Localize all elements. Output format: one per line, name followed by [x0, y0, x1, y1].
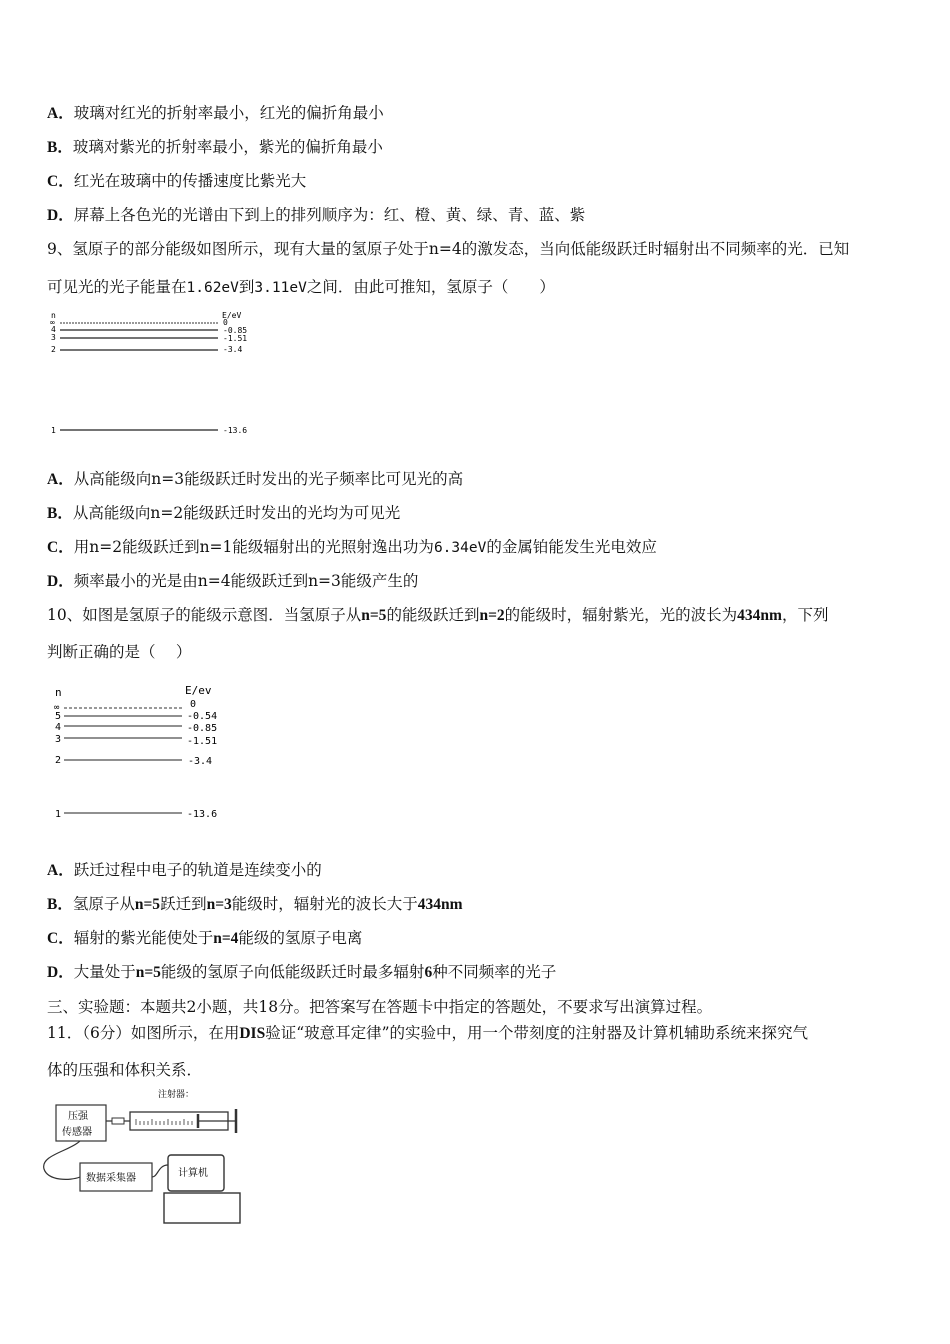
q9-level-n: 2 — [51, 345, 56, 354]
q8-option-a: A．玻璃对红光的折射率最小，红光的偏折角最小 — [47, 104, 384, 122]
q10-level-n: 5 — [55, 711, 62, 722]
q8-option-b: B．玻璃对紫光的折射率最小，紫光的偏折角最小 — [47, 138, 383, 156]
q10-axis-n: n — [55, 686, 62, 699]
q9-level-n: 4 — [51, 325, 56, 334]
q9-level-e: -3.4 — [223, 345, 243, 354]
q10-level-n: 2 — [55, 755, 62, 766]
q9-stem-line1: 9、氢原子的部分能级如图所示，现有大量的氢原子处于n=4的激发态，当向低能级跃迁时辐射出不同频率的光．已知 — [47, 240, 850, 258]
q10-level-e: -3.4 — [188, 756, 213, 767]
q9-level-e: -1.51 — [223, 334, 248, 343]
q10-level-n: 1 — [55, 809, 62, 820]
q10-stem-line2: 判断正确的是（ ） — [47, 643, 192, 661]
q10-stem-line1: 10、如图是氢原子的能级示意图．当氢原子从n=5的能级跃迁到n=2的能级时，辐射紫光，光的波长为434nm，下列 — [47, 606, 829, 624]
q9-option-d: D．频率最小的光是由n=4能级跃迁到n=3能级产生的 — [47, 572, 419, 590]
q9-stem-line2: 可见光的光子能量在1.62eV到3.11eV之间．由此可推知，氢原子（ ） — [47, 278, 555, 296]
q9-axis-n: n — [51, 311, 56, 320]
q10-level-n: 4 — [55, 722, 62, 733]
q10-option-b: B．氢原子从n=5跃迁到n=3能级时，辐射光的波长大于434nm — [47, 895, 463, 913]
section3-heading: 三、实验题：本题共2小题，共18分。把答案写在答题卡中指定的答题处，不要求写出演算过程。 — [47, 998, 713, 1016]
q11-stem-line1: 11．（6分）如图所示，在用DIS验证“玻意耳定律”的实验中，用一个带刻度的注射器及计算机辅助系统来探究气 — [47, 1024, 809, 1042]
q9-energy-level-diagram — [46, 308, 256, 440]
q9-level-e: -13.6 — [223, 426, 248, 435]
q9-level-n: 1 — [51, 426, 56, 435]
q9-option-b: B．从高能级向n=2能级跃迁时发出的光均为可见光 — [47, 504, 401, 522]
connector-nozzle — [112, 1118, 124, 1124]
q10-level-n: 3 — [55, 734, 62, 745]
q9-option-a: A．从高能级向n=3能级跃迁时发出的光子频率比可见光的高 — [47, 470, 464, 488]
computer-label: 计算机 — [178, 1168, 208, 1179]
data-collector-label: 数据采集器 — [86, 1173, 136, 1184]
q8-option-d: D．屏幕上各色光的光谱由下到上的排列顺序为：红、橙、黄、绿、青、蓝、紫 — [47, 206, 586, 224]
q11-stem-line2: 体的压强和体积关系． — [47, 1061, 203, 1079]
q10-option-a: A．跃迁过程中电子的轨道是连续变小的 — [47, 861, 322, 879]
q9-level-e: -0.85 — [223, 326, 248, 335]
q9-option-c: C．用n=2能级跃迁到n=1能级辐射出的光照射逸出功为6.34eV的金属铂能发生光电效应 — [47, 538, 657, 556]
q10-axis-e: E/ev — [185, 684, 212, 697]
syringe-label: 注射器： — [158, 1090, 195, 1100]
q10-energy-level-diagram — [50, 682, 240, 827]
q10-level-e: 0 — [190, 699, 197, 710]
pressure-sensor-label-1: 压强 — [68, 1111, 88, 1122]
q10-level-e: -13.6 — [187, 809, 218, 820]
q10-option-d: D．大量处于n=5能级的氢原子向低能级跃迁时最多辐射6种不同频率的光子 — [47, 963, 557, 981]
q10-level-e: -0.85 — [187, 723, 218, 734]
pressure-sensor-label-2: 传感器 — [62, 1127, 92, 1138]
q9-level-n: 3 — [51, 333, 56, 342]
cable-collector-computer — [152, 1165, 168, 1177]
q10-level-n: ∞ — [54, 703, 60, 713]
cable-sensor-collector — [44, 1141, 80, 1179]
q10-level-e: -0.54 — [187, 711, 218, 722]
q9-level-e: 0 — [223, 318, 228, 327]
q10-option-c: C．辐射的紫光能使处于n=4能级的氢原子电离 — [47, 929, 363, 947]
q9-level-n: ∞ — [50, 318, 55, 327]
q10-level-e: -1.51 — [187, 736, 218, 747]
q9-axis-e: E/eV — [222, 311, 242, 320]
q11-apparatus-diagram — [40, 1085, 250, 1230]
q8-option-c: C．红光在玻璃中的传播速度比紫光大 — [47, 172, 307, 190]
computer-base — [164, 1193, 240, 1223]
